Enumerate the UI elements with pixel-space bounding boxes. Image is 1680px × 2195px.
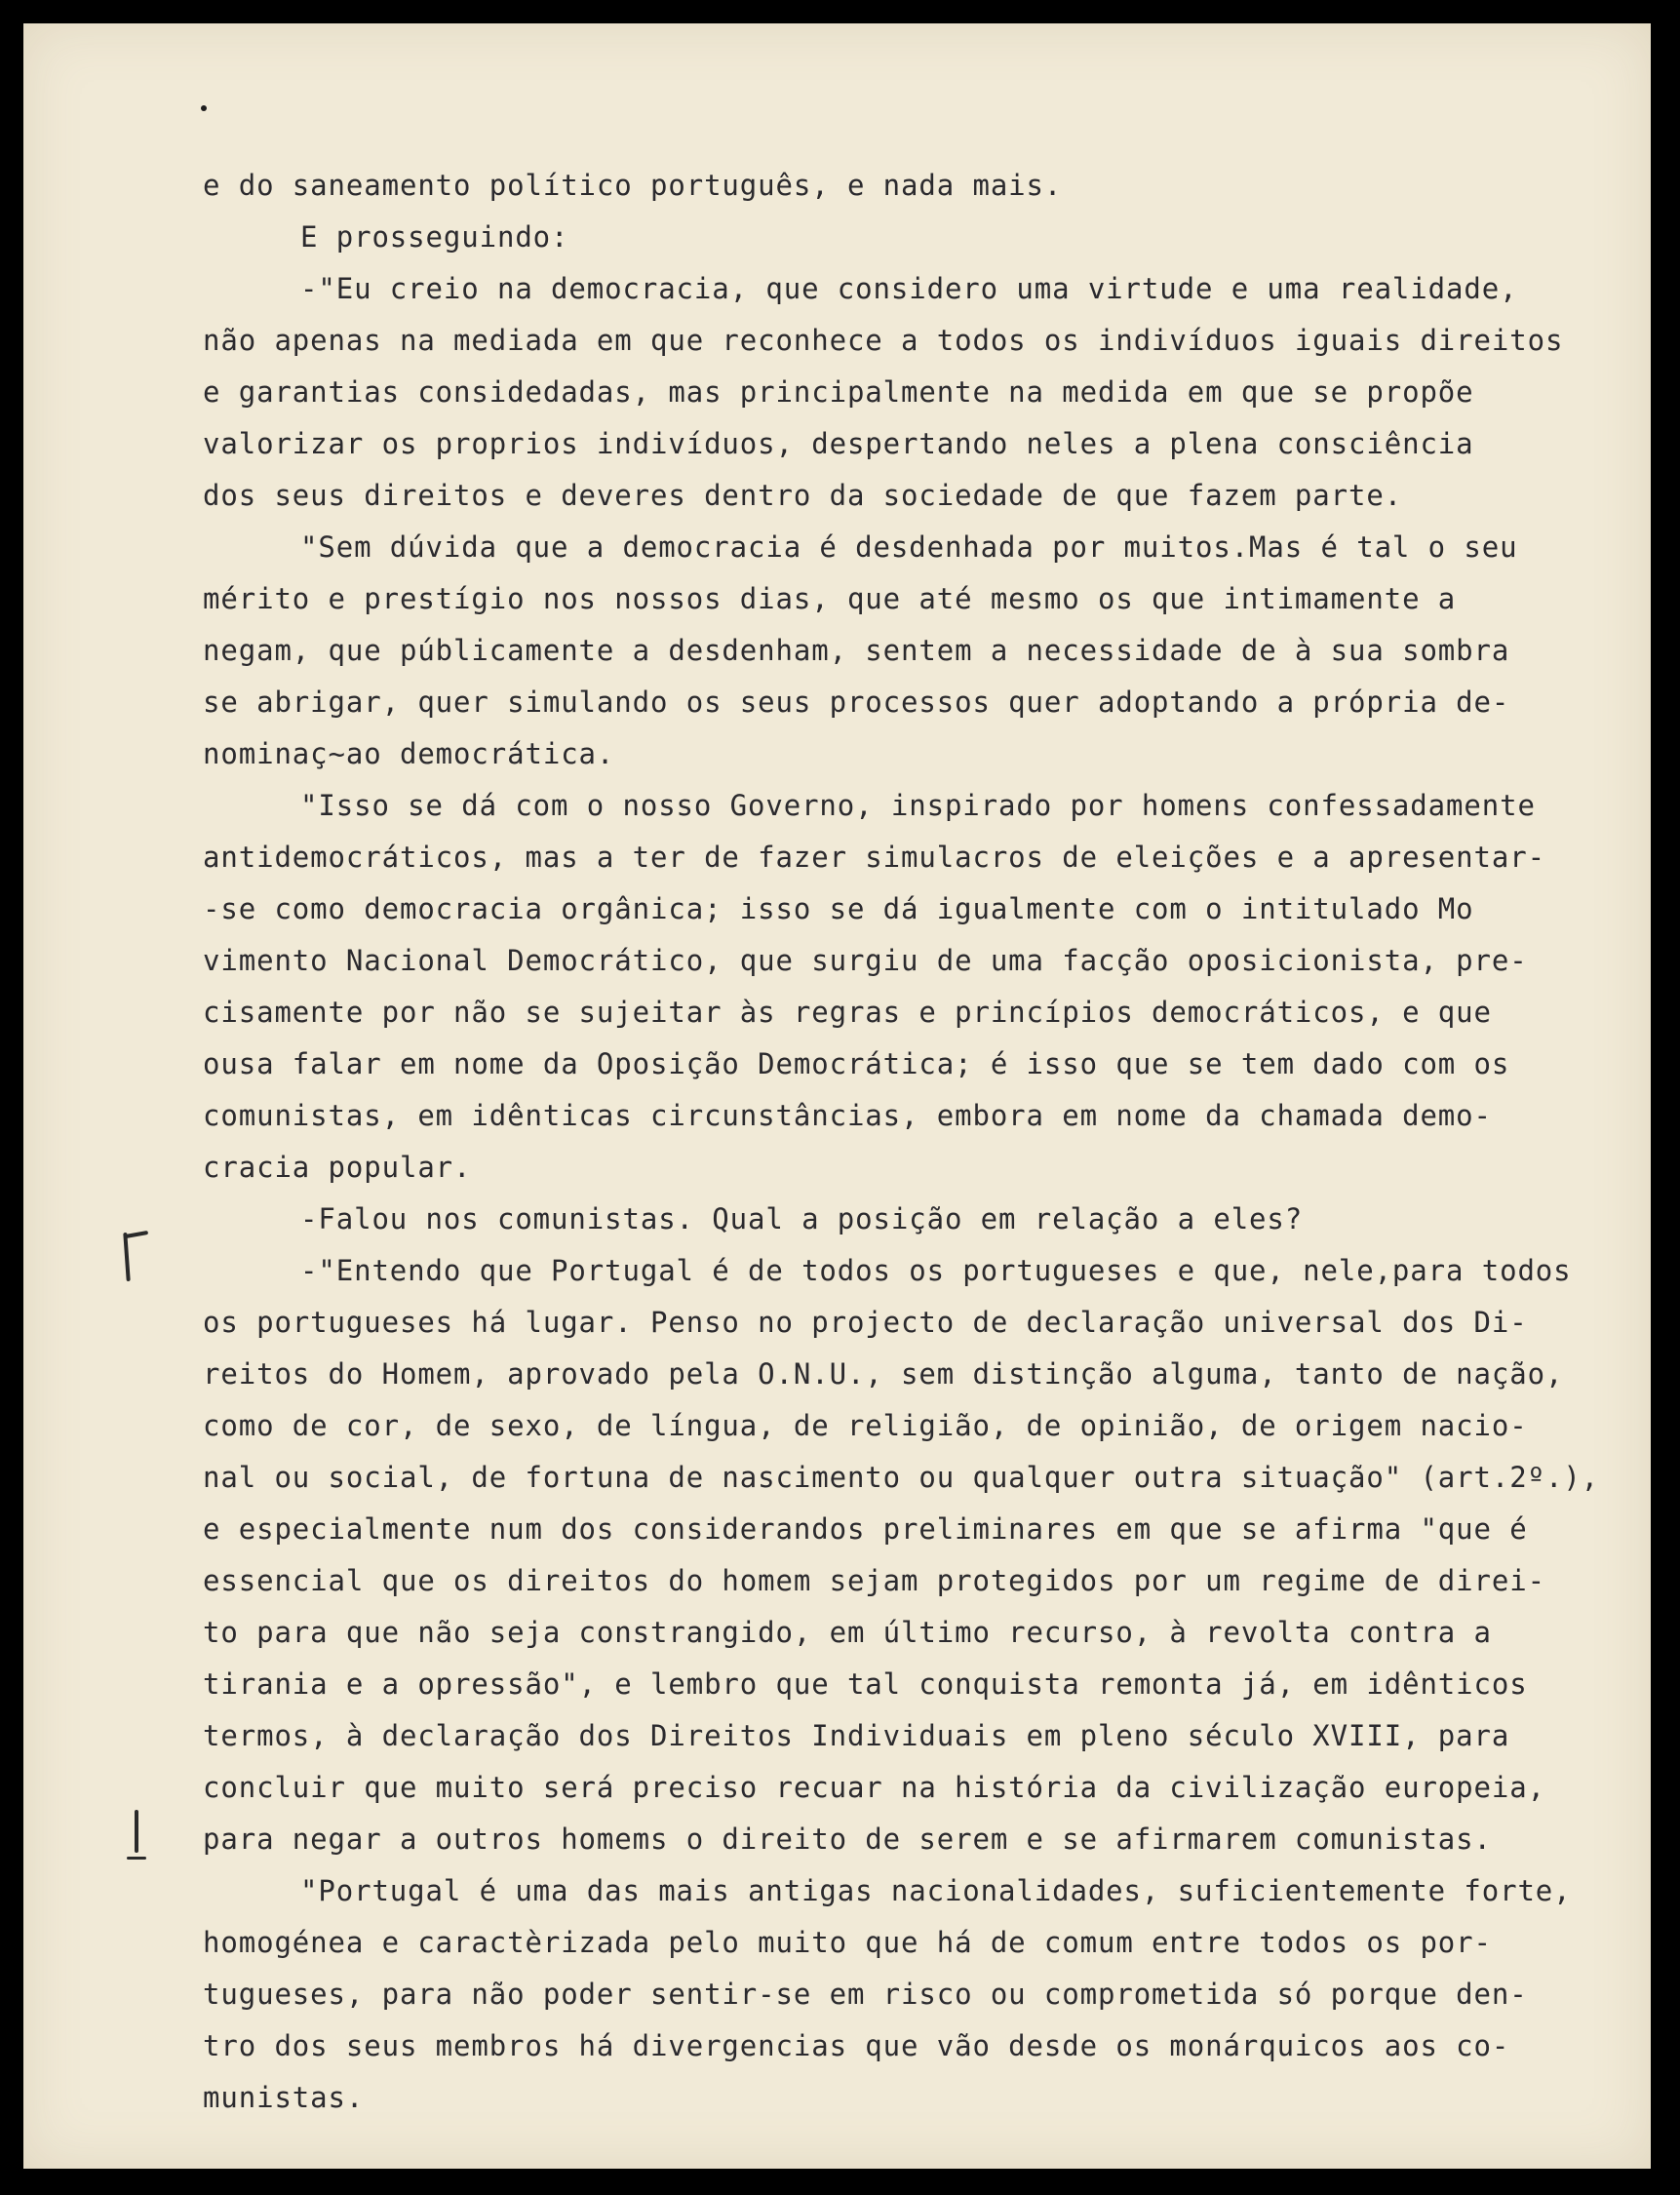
- paper-sheet: [23, 23, 1651, 2169]
- text-line: "Portugal é uma das mais antigas nacionalidades, suficientemente forte,: [300, 1874, 1572, 1907]
- text-line: tro dos seus membros há divergencias que vão desde os monárquicos aos co-: [203, 2029, 1510, 2062]
- text-line: e do saneamento político português, e nada mais.: [203, 169, 1063, 202]
- text-line: como de cor, de sexo, de língua, de religião, de opinião, de origem nacio-: [203, 1409, 1528, 1442]
- text-line: termos, à declaração dos Direitos Individuais em pleno século XVIII, para: [203, 1719, 1510, 1752]
- typewritten-text: [203, 160, 1626, 2124]
- text-line: os portugueses há lugar. Penso no projecto de declaração universal dos Di-: [203, 1306, 1528, 1339]
- text-line: tugueses, para não poder sentir-se em risco ou comprometida só porque den-: [203, 1978, 1528, 2011]
- text-line: para negar a outros homems o direito de serem e se afirmarem comunistas.: [203, 1823, 1492, 1856]
- text-line: vimento Nacional Democrático, que surgiu de uma facção oposicionista, pre-: [203, 944, 1528, 977]
- text-line: "Isso se dá com o nosso Governo, inspirado por homens confessadamente: [300, 789, 1536, 822]
- text-line: reitos do Homem, aprovado pela O.N.U., sem distinção alguma, tanto de nação,: [203, 1357, 1564, 1391]
- ink-speck: [201, 105, 207, 111]
- text-line: negam, que públicamente a desdenham, sentem a necessidade de à sua sombra: [203, 634, 1510, 667]
- text-line: cisamente por não se sujeitar às regras e princípios democráticos, e que: [203, 996, 1492, 1029]
- text-line: se abrigar, quer simulando os seus processos quer adoptando a própria de-: [203, 686, 1510, 719]
- text-line: não apenas na mediada em que reconhece a todos os indivíduos iguais direitos: [203, 324, 1564, 357]
- text-line: "Sem dúvida que a democracia é desdenhada por muitos.Mas é tal o seu: [300, 530, 1518, 564]
- text-line: essencial que os direitos do homem sejam protegidos por um regime de direi-: [203, 1564, 1545, 1597]
- text-line: ousa falar em nome da Oposição Democrática; é isso que se tem dado com os: [203, 1047, 1510, 1080]
- text-line: -Falou nos comunistas. Qual a posição em relação a eles?: [300, 1202, 1304, 1235]
- text-line: -se como democracia orgânica; isso se dá igualmente com o intitulado Mo: [203, 892, 1474, 925]
- text-line: mérito e prestígio nos nossos dias, que até mesmo os que intimamente a: [203, 582, 1457, 615]
- text-line: to para que não seja constrangido, em último recurso, à revolta contra a: [203, 1616, 1492, 1649]
- text-line: -"Eu creio na democracia, que considero uma virtude e uma realidade,: [300, 272, 1518, 305]
- text-line: e especialmente num dos considerandos preliminares em que se afirma "que é: [203, 1512, 1528, 1546]
- text-line: valorizar os proprios indivíduos, despertando neles a plena consciência: [203, 427, 1474, 460]
- text-line: comunistas, em idênticas circunstâncias, embora em nome da chamada demo-: [203, 1099, 1492, 1132]
- text-line: tirania e a opressão", e lembro que tal conquista remonta já, em idênticos: [203, 1667, 1528, 1701]
- text-line: homogénea e caractèrizada pelo muito que há de comum entre todos os por-: [203, 1926, 1492, 1959]
- text-line: nominaç~ao democrática.: [203, 737, 615, 770]
- text-line: E prosseguindo:: [300, 220, 569, 254]
- text-line: munistas.: [203, 2081, 365, 2114]
- text-line: e garantias considedadas, mas principalmente na medida em que se propõe: [203, 375, 1474, 409]
- text-line: -"Entendo que Portugal é de todos os portugueses e que, nele,para todos: [300, 1254, 1572, 1287]
- text-line: dos seus direitos e deveres dentro da sociedade de que fazem parte.: [203, 479, 1403, 512]
- text-line: nal ou social, de fortuna de nascimento ou qualquer outra situação" (art.2º.),: [203, 1461, 1600, 1494]
- text-line: antidemocráticos, mas a ter de fazer simulacros de eleições e a apresentar-: [203, 841, 1545, 874]
- text-line: concluir que muito será preciso recuar na história da civilização europeia,: [203, 1771, 1545, 1804]
- text-line: cracia popular.: [203, 1151, 472, 1184]
